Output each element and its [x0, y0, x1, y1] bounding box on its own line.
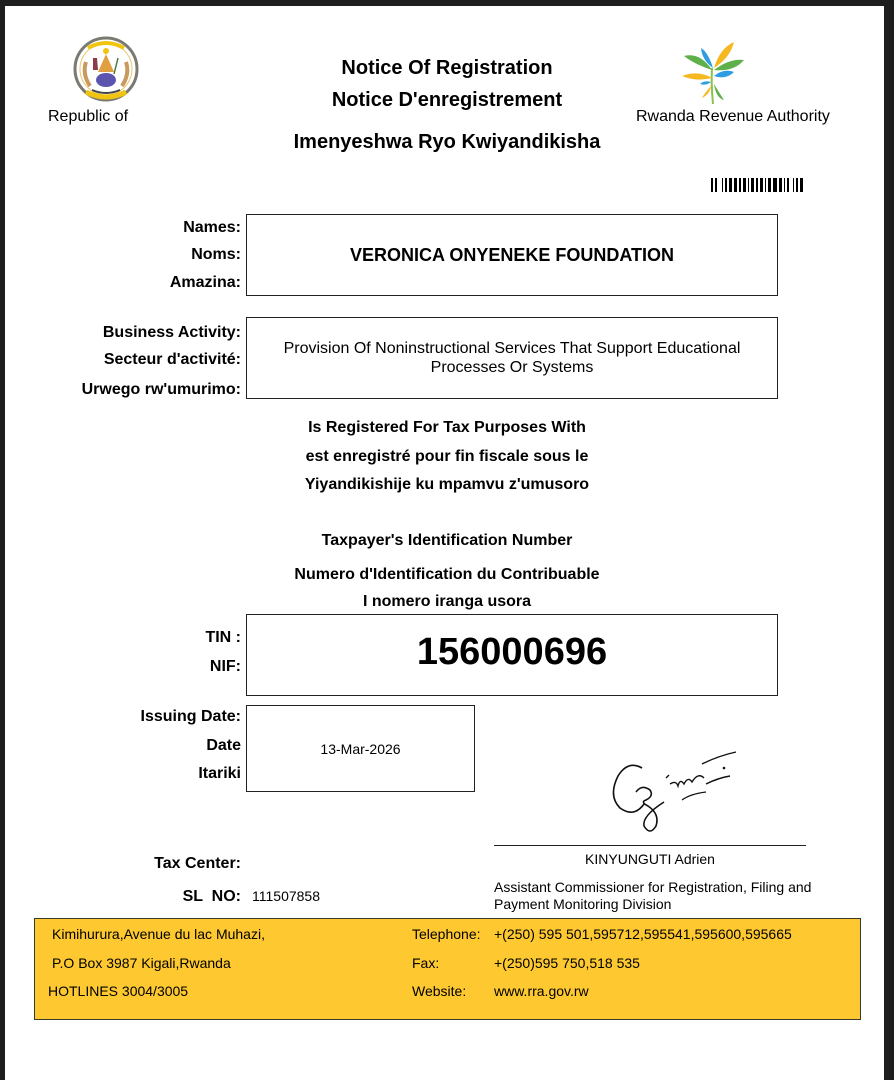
issuing-date-label-rw: Itariki	[198, 765, 241, 782]
issuing-date-value: 13-Mar-2026	[320, 740, 401, 757]
barcode	[711, 178, 832, 192]
taxpayer-name-value: VERONICA ONYENEKE FOUNDATION	[349, 244, 675, 265]
business-activity-field	[246, 317, 778, 399]
registered-statement-fr: est enregistré pour fin fiscale sous le	[305, 448, 589, 465]
issuing-date-field	[246, 705, 475, 792]
names-label-fr: Noms:	[191, 246, 241, 263]
tin-heading-fr: Numero d'Identification du Contribuable	[294, 566, 600, 583]
tin-heading-en: Taxpayer's Identification Number	[321, 532, 573, 549]
address-line-1: Kimihurura,Avenue du lac Muhazi,	[52, 926, 265, 942]
tin-field	[246, 614, 778, 696]
title-english: Notice Of Registration	[341, 57, 553, 79]
tin-label: TIN :	[205, 629, 241, 646]
names-label-en: Names:	[183, 219, 241, 236]
signature-line	[494, 845, 806, 846]
tin-value: 156000696	[416, 630, 608, 673]
taxpayer-name-field	[246, 214, 778, 296]
activity-label-rw: Urwego rw'umurimo:	[81, 381, 241, 398]
activity-label-en: Business Activity:	[102, 324, 241, 341]
tin-heading-rw: I nomero iranga usora	[362, 593, 532, 610]
business-activity-value: Provision Of Noninstructional Services That Support Educational Processes Or Systems	[283, 340, 741, 376]
title-kinyarwanda: Imenyeshwa Ryo Kwiyandikisha	[293, 131, 601, 153]
telephone-value: +(250) 595 501,595712,595541,595600,595665	[494, 926, 792, 942]
republic-caption: Republic of	[48, 108, 129, 125]
issuing-date-label-en: Issuing Date:	[140, 708, 241, 725]
website-link[interactable]: www.rra.gov.rw	[494, 983, 589, 999]
signature-icon	[606, 748, 746, 838]
tax-center-label: Tax Center:	[154, 855, 241, 872]
hotlines: HOTLINES 3004/3005	[48, 983, 189, 999]
activity-label-fr: Secteur d'activité:	[103, 351, 241, 368]
rra-caption: Rwanda Revenue Authority	[636, 108, 830, 125]
nif-label: NIF:	[209, 658, 241, 675]
sl-no-value: 111507858	[252, 888, 320, 904]
sl-no-label: SL NO:	[182, 888, 241, 905]
registered-statement-en: Is Registered For Tax Purposes With	[308, 419, 586, 436]
website-label: Website:	[412, 983, 467, 999]
telephone-label: Telephone:	[412, 926, 481, 942]
registered-statement-rw: Yiyandikishije ku mpamvu z'umusoro	[304, 476, 590, 493]
address-line-2: P.O Box 3987 Kigali,Rwanda	[52, 955, 231, 971]
title-french: Notice D'enregistrement	[331, 89, 563, 111]
contact-footer	[34, 918, 861, 1020]
signatory-name: KINYUNGUTI Adrien	[585, 851, 715, 867]
fax-label: Fax:	[412, 955, 440, 971]
issuing-date-label-fr: Date	[206, 737, 241, 754]
fax-value: +(250)595 750,518 535	[494, 955, 640, 971]
names-label-rw: Amazina:	[169, 274, 241, 291]
signatory-title: Assistant Commissioner for Registration, Filing and Payment Monitoring Division	[494, 879, 812, 912]
